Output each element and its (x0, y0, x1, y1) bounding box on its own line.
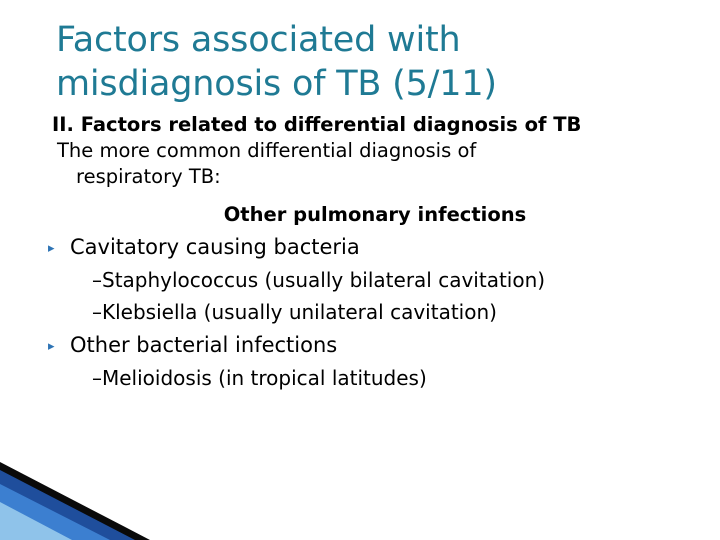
sub-item-2: –Klebsiella (usually unilateral cavitation) (92, 300, 497, 324)
sub-item-3: –Melioidosis (in tropical latitudes) (92, 366, 427, 390)
bullet-item-2-label: Other bacterial infections (70, 333, 338, 357)
body-heading: II. Factors related to differential diagnosis of TB (52, 113, 582, 136)
title-line-1: Factors associated with (56, 20, 461, 60)
triangle-bullet-icon: ▸ (48, 339, 55, 354)
bullet-item-1 (48, 230, 720, 264)
sub-item-1: –Staphylococcus (usually bilateral cavitation) (92, 268, 546, 292)
page-title (56, 18, 676, 106)
title-line-2: misdiagnosis of TB (5/11) (56, 64, 497, 104)
body-centered-heading: Other pulmonary infections (223, 203, 527, 226)
slide-body (0, 112, 720, 394)
body-subline-1: The more common differential diagnosis of (57, 139, 477, 162)
bullet-item-2 (48, 328, 720, 362)
body-subline-2: respiratory TB: (76, 165, 221, 188)
decorative-corner-graphic (0, 410, 340, 540)
bullet-item-1-label: Cavitatory causing bacteria (70, 235, 360, 259)
triangle-bullet-icon: ▸ (48, 241, 55, 256)
